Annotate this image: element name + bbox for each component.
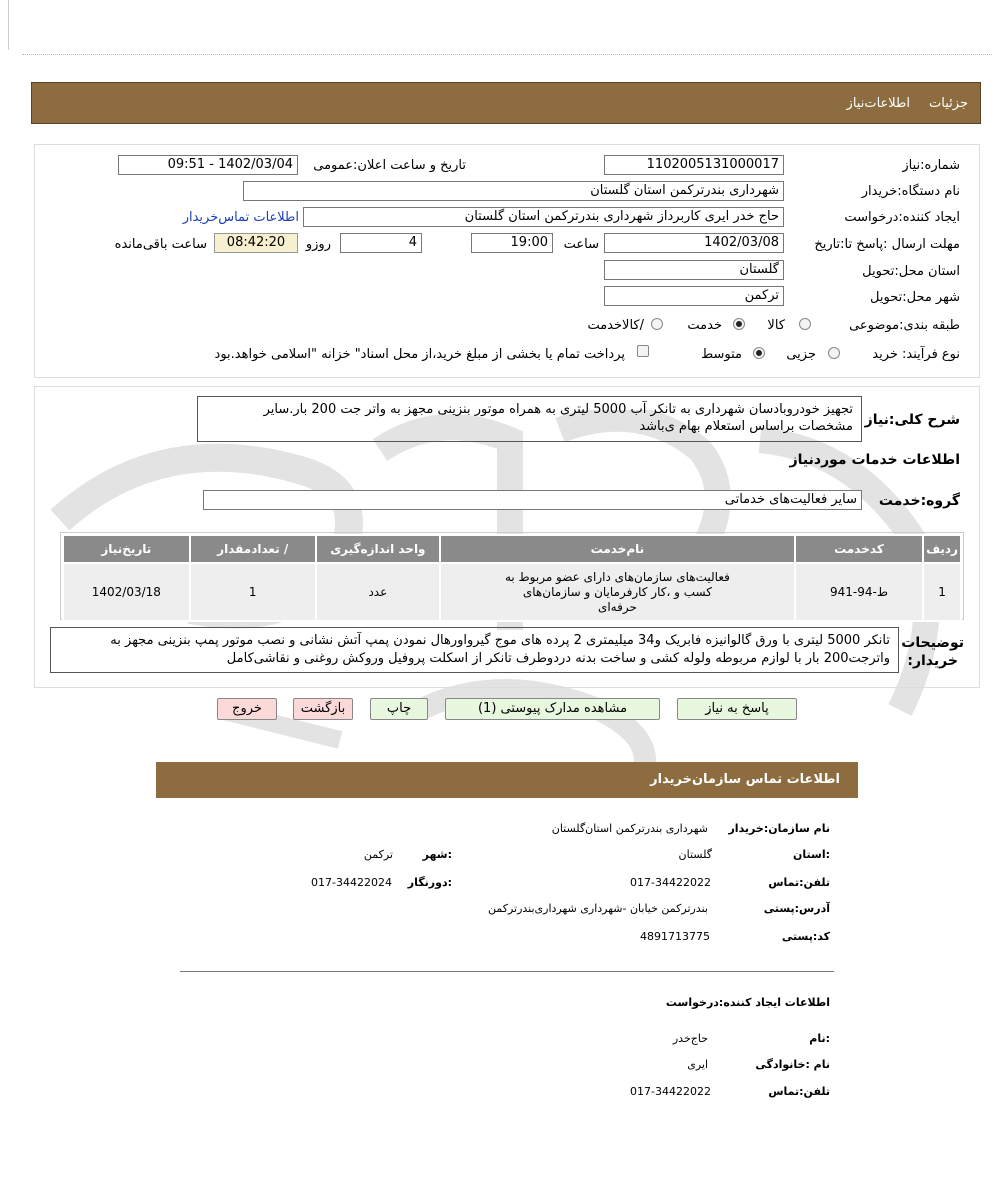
contact-postal-label: کد:پستی [781, 930, 830, 943]
services-table [62, 534, 962, 622]
need-number-field: 1102005131000017 [604, 155, 784, 175]
contact-province-label: :استان [793, 848, 830, 861]
back-button[interactable]: بازگشت [293, 698, 353, 720]
summary-line-2: مشخصات براساس استعلام بهام ی‌باشد [639, 419, 853, 434]
contact-fax-label: :دورنگار [407, 876, 452, 889]
contact-city-value: ترکمن [363, 848, 393, 861]
contact-address-value: بندرترکمن خیابان -شهرداری شهرداری‌بندرترکمن [487, 902, 708, 915]
col-code-header: کدخدمت [795, 535, 923, 563]
process-partial-radio[interactable] [828, 347, 840, 359]
view-attachments-button[interactable]: مشاهده مدارک پیوستی (1) [445, 698, 660, 720]
contact-postal-value: 4891713775 [640, 930, 710, 943]
buyer-notes-label [901, 634, 964, 670]
buyer-contact-link[interactable]: اطلاعات تماس‌خریدار [182, 210, 299, 225]
category-goods-radio[interactable] [799, 318, 811, 330]
process-medium-radio[interactable] [753, 347, 765, 359]
col-unit-header: واحد اندازه‌گیری [316, 535, 440, 563]
buyer-org-field: شهرداری بندرترکمن استان گلستان [243, 181, 784, 201]
treasury-payment-note: پرداخت تمام یا بخشی از مبلغ خرید،از محل اسناد" خزانه "اسلامی خواهد.بود [214, 347, 625, 362]
contact-province-value: گلستان [678, 848, 712, 861]
province-field: گلستان [604, 260, 784, 280]
contact-section-title: اطلاعات تماس سازمان‌خریدار [650, 772, 840, 787]
process-partial-label: جزیی [786, 347, 816, 362]
col-qty-header: / تعدادمقدار [190, 535, 316, 563]
creator-name-value: حاج‌خدر [672, 1032, 708, 1045]
summary-box [197, 396, 862, 442]
table-header-row [63, 535, 961, 563]
page-edge-line [8, 0, 9, 50]
remaining-timer: 08:42:20 [214, 233, 298, 253]
category-service-radio[interactable] [733, 318, 745, 330]
contact-fax-value: 017-34422024 [311, 876, 392, 889]
service-name-line-2: کسب و ،کار کارفرمایان و سازمان‌های [522, 584, 712, 599]
contact-section-header [156, 762, 858, 798]
table-row [63, 563, 961, 621]
city-label: شهر محل:تحویل [870, 290, 960, 305]
creator-phone-value: 017-34422022 [630, 1085, 711, 1098]
creator-phone-label: تلفن:تماس [768, 1085, 830, 1098]
announce-field: 1402/03/04 - 09:51 [118, 155, 298, 175]
service-name-line-1: فعالیت‌های سازمان‌های دارای عضو مربوط به [504, 569, 730, 584]
cell-unit: عدد [316, 563, 440, 621]
buyer-notes-line-1: تانکر 5000 لیتری با ورق گالوانیزه فابریک و34 میلیمتری 2 پرده های موج گیرواورهال نمودن پمپ آتش نشانی و نصب موتور پمپ بنزینی مجهز به [110, 633, 890, 648]
category-both-radio[interactable] [651, 318, 663, 330]
contact-phone-label: تلفن:تماس [768, 876, 830, 889]
col-name-header: نام‌خدمت [440, 535, 795, 563]
service-group-label: گروه:خدمت [878, 493, 960, 509]
process-medium-label: متوسط [701, 347, 742, 362]
deadline-label: مهلت ارسال :پاسخ تا:تاریخ [814, 237, 960, 252]
summary-line-1: تجهیز خودروبادسان شهرداری به تانکر آب 5000 لیتری به همراه موتور بنزینی مجهز به واتر جت 200 بار.سایر [263, 402, 853, 417]
org-value: شهرداری بندرترکمن استان‌گلستان [551, 822, 708, 835]
col-row-header: ردیف [923, 535, 961, 563]
print-button[interactable]: چاپ [370, 698, 428, 720]
contact-address-label: آدرس:پستی [763, 902, 830, 915]
category-label: طبقه بندی:موضوعی [849, 318, 960, 333]
deadline-date-field: 1402/03/08 [604, 233, 784, 253]
creator-info-title: اطلاعات ایجاد کننده:درخواست [665, 996, 830, 1009]
org-label: نام سازمان:خریدار [728, 822, 830, 835]
exit-button[interactable]: خروج [217, 698, 277, 720]
cell-row-index: 1 [923, 563, 961, 621]
buyer-notes-label-1: توضیحات [901, 635, 964, 651]
days-field: 4 [340, 233, 422, 253]
remaining-label: ساعت باقی‌مانده [114, 237, 207, 252]
city-field: ترکمن [604, 286, 784, 306]
treasury-payment-checkbox[interactable] [637, 345, 649, 357]
need-info-panel [34, 144, 980, 378]
creator-name-label: :نام [809, 1032, 830, 1045]
buyer-notes-label-2: :خریدار [907, 653, 958, 669]
tab-need-info[interactable]: اطلاعات‌نیاز [846, 96, 910, 111]
cell-service-name [440, 563, 795, 621]
province-label: استان محل:تحویل [862, 264, 960, 279]
deadline-time-field: 19:00 [471, 233, 553, 253]
creator-family-value: ایری [687, 1058, 708, 1071]
buyer-notes-line-2: واترجت200 بار با لوازم مربوطه ولوله کشی و ساخت بدنه دردوطرف تانکر از اسکلت پروفیل وروکش روغنی و نقاشی‌کامل [226, 651, 890, 666]
service-group-field: سایر فعالیت‌های خدماتی [203, 490, 862, 510]
page-header-bar [31, 82, 981, 124]
contact-city-label: :شهر [422, 848, 452, 861]
creator-field: حاج خدر ایری کاربرداز شهرداری بندرترکمن استان گلستان [303, 207, 784, 227]
summary-label: شرح کلی:نیاز [864, 412, 960, 428]
contact-divider [180, 971, 834, 972]
need-number-label: شماره:نیاز [902, 158, 960, 173]
cell-need-date: 1402/03/18 [63, 563, 190, 621]
tab-details[interactable]: جزئیات [929, 96, 968, 111]
announce-label: تاریخ و ساعت اعلان:عمومی [313, 158, 466, 173]
category-service-label: خدمت [687, 318, 722, 333]
reply-button[interactable]: پاسخ به نیاز [677, 698, 797, 720]
cell-service-code: ط-94-941 [795, 563, 923, 621]
cell-quantity: 1 [190, 563, 316, 621]
buyer-org-label: نام دستگاه:خریدار [861, 184, 960, 199]
category-both-label: /کالاخدمت [587, 318, 644, 333]
category-goods-label: کالا [767, 318, 785, 333]
day-label: روزو [305, 237, 331, 252]
services-title: اطلاعات خدمات موردنیاز [789, 452, 960, 468]
col-date-header: تاریخ‌نیاز [63, 535, 190, 563]
top-divider [22, 54, 992, 55]
buyer-notes-box [50, 627, 899, 673]
hour-label: ساعت [563, 237, 599, 252]
process-label: نوع فرآیند: خرید [872, 347, 960, 362]
creator-family-label: نام :خانوادگی [755, 1058, 830, 1071]
creator-label: ایجاد کننده:درخواست [844, 210, 960, 225]
contact-phone-value: 017-34422022 [630, 876, 711, 889]
service-name-line-3: حرفه‌ای [597, 599, 637, 614]
